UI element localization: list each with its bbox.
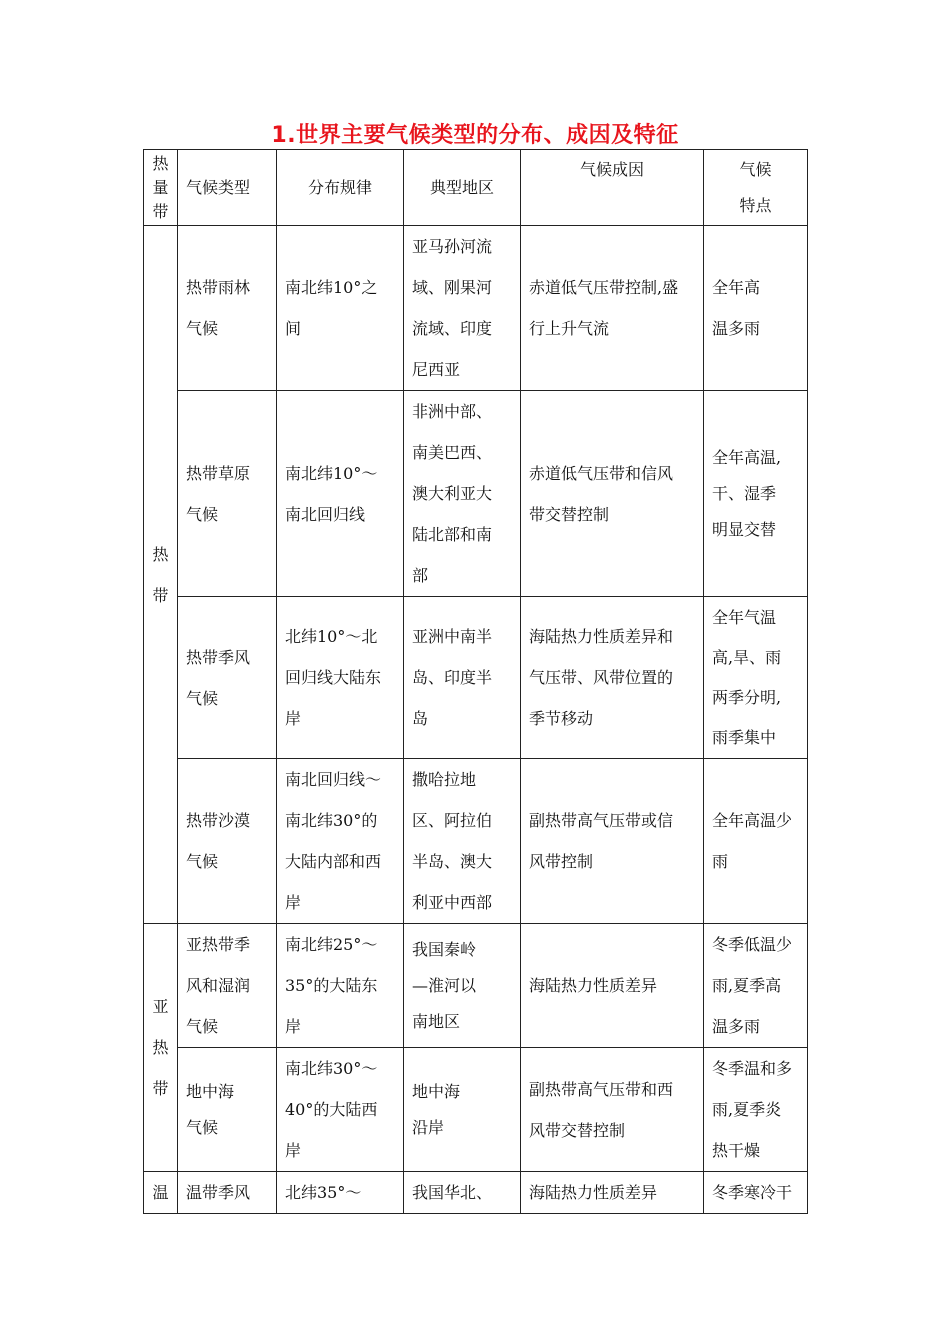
cell-feature: 冬季温和多 雨,夏季炎 热干燥: [704, 1048, 808, 1172]
cell-region: 撒哈拉地 区、阿拉伯 半岛、澳大 利亚中西部: [404, 759, 521, 924]
cell-type: 亚热带季 风和湿润 气候: [178, 924, 277, 1048]
zone-temperate: 温: [144, 1172, 178, 1214]
page-title: 1.世界主要气候类型的分布、成因及特征: [271, 123, 679, 148]
cell-region: 亚马孙河流 域、刚果河 流域、印度 尼西亚: [404, 226, 521, 391]
header-cause: 气候成因: [521, 150, 704, 226]
table-row: [144, 391, 808, 597]
cell-feature: 全年气温 高,旱、雨 两季分明, 雨季集中: [704, 597, 808, 759]
cell-region: 地中海 沿岸: [404, 1048, 521, 1172]
cell-distribution: 北纬10°～北 回归线大陆东 岸: [277, 597, 404, 759]
cell-type: 温带季风: [178, 1172, 277, 1214]
cell-cause: 海陆热力性质差异和 气压带、风带位置的 季节移动: [521, 597, 704, 759]
cell-feature: 冬季低温少 雨,夏季高 温多雨: [704, 924, 808, 1048]
cell-type: 热带季风 气候: [178, 597, 277, 759]
cell-region: 非洲中部、 南美巴西、 澳大利亚大 陆北部和南 部: [404, 391, 521, 597]
table-row: [144, 597, 808, 759]
cell-type: 热带草原 气候: [178, 391, 277, 597]
header-region: 典型地区: [404, 150, 521, 226]
table-row: [144, 226, 808, 391]
cell-region: 我国秦岭 —淮河以 南地区: [404, 924, 521, 1048]
climate-table: [143, 149, 808, 1214]
cell-feature: 全年高温少 雨: [704, 759, 808, 924]
cell-distribution: 北纬35°～: [277, 1172, 404, 1214]
header-type: 气候类型: [178, 150, 277, 226]
table-row: [144, 759, 808, 924]
table-row: [144, 924, 808, 1048]
cell-cause: 赤道低气压带和信风 带交替控制: [521, 391, 704, 597]
cell-cause: 海陆热力性质差异: [521, 924, 704, 1048]
cell-distribution: 南北纬30°～ 40°的大陆西 岸: [277, 1048, 404, 1172]
cell-distribution: 南北纬25°～ 35°的大陆东 岸: [277, 924, 404, 1048]
header-distribution: 分布规律: [277, 150, 404, 226]
table-row: [144, 1048, 808, 1172]
header-feature: 气候 特点: [704, 150, 808, 226]
cell-cause: 海陆热力性质差异: [521, 1172, 704, 1214]
cell-distribution: 南北纬10°之 间: [277, 226, 404, 391]
cell-cause: 副热带高气压带和西 风带交替控制: [521, 1048, 704, 1172]
cell-distribution: 南北回归线～ 南北纬30°的 大陆内部和西 岸: [277, 759, 404, 924]
cell-type: 热带沙漠 气候: [178, 759, 277, 924]
table-row: [144, 1172, 808, 1214]
cell-distribution: 南北纬10°～ 南北回归线: [277, 391, 404, 597]
zone-subtropical: 亚 热 带: [144, 924, 178, 1172]
cell-cause: 赤道低气压带控制,盛 行上升气流: [521, 226, 704, 391]
header-zone: 热 量 带: [144, 150, 178, 226]
cell-cause: 副热带高气压带或信 风带控制: [521, 759, 704, 924]
zone-tropical: 热 带: [144, 226, 178, 924]
cell-type: 地中海 气候: [178, 1048, 277, 1172]
cell-region: 我国华北、: [404, 1172, 521, 1214]
cell-feature: 冬季寒冷干: [704, 1172, 808, 1214]
cell-feature: 全年高 温多雨: [704, 226, 808, 391]
cell-type: 热带雨林 气候: [178, 226, 277, 391]
cell-region: 亚洲中南半 岛、印度半 岛: [404, 597, 521, 759]
table-header-row: [144, 150, 808, 226]
cell-feature: 全年高温, 干、湿季 明显交替: [704, 391, 808, 597]
